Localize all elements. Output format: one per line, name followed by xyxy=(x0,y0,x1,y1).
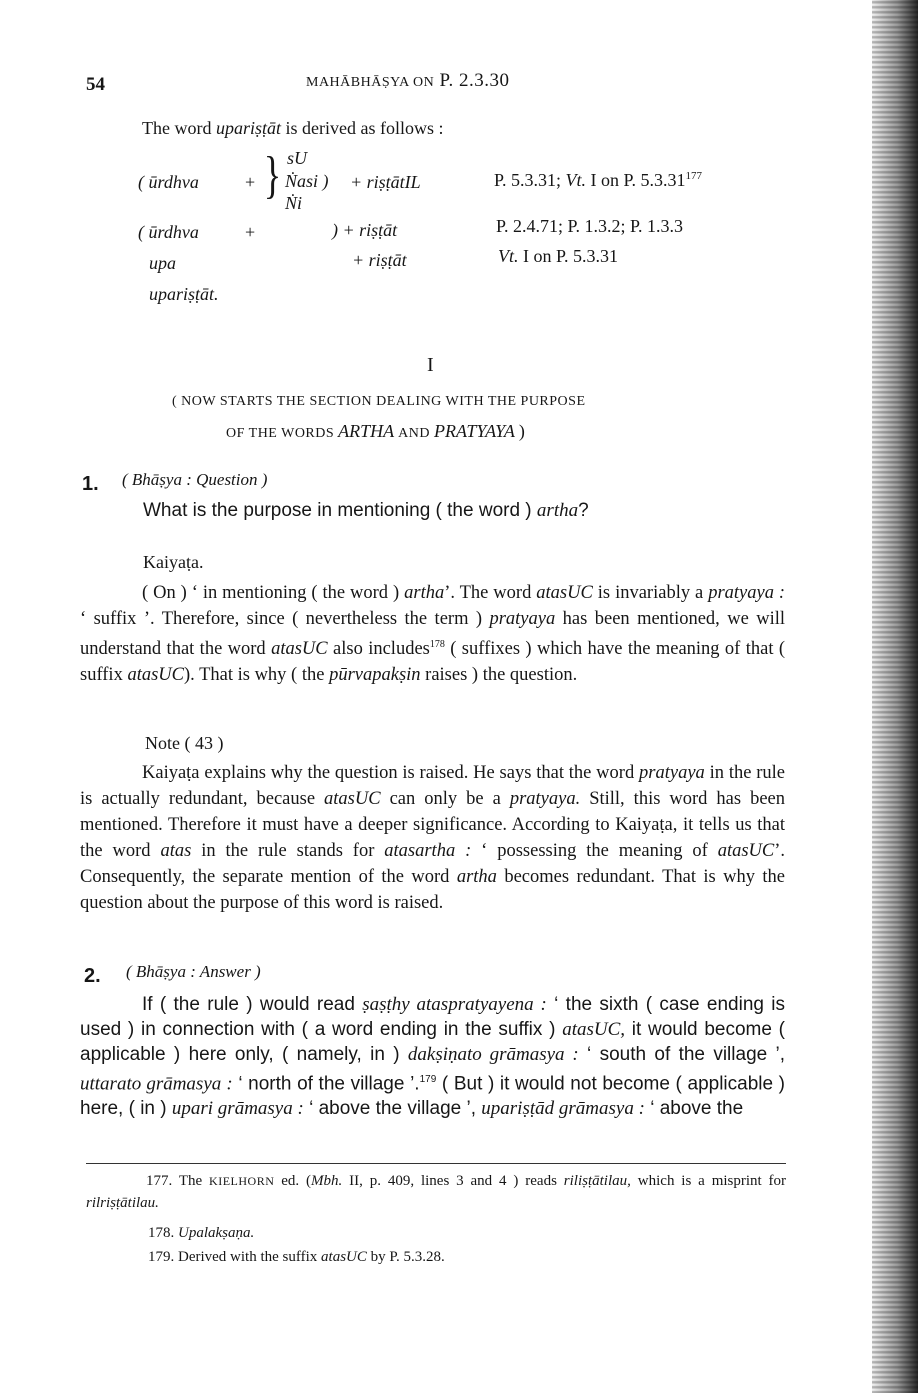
derivation-row2-word: ( ūrdhva xyxy=(138,222,199,242)
derivation-row3-rist: + riṣṭāt xyxy=(352,250,407,270)
item-1-label: ( Bhāṣya : Question ) xyxy=(122,470,268,489)
note-heading: Note ( 43 ) xyxy=(145,733,224,753)
footnote-rule xyxy=(86,1163,786,1164)
derivation-row1-ref: P. 5.3.31; Vt. I on P. 5.3.31$^{177}$ xyxy=(494,170,703,190)
item-2-label: ( Bhāṣya : Answer ) xyxy=(126,962,261,981)
suffix-nasi: Ṅasi ) xyxy=(285,171,329,191)
kaiyata-paragraph: ( On ) ‘ in mentioning ( the word ) artha’. The word atasUC is invariably a pratyaya : ‘ suffix ’. Therefore, since ( nevertheless the term ) pratyaya has been mentioned, we will understand that the word atasUC also includes$^{178}$ ( suffixes ) which have the meaning of that ( suffix atasUC). That is why ( the pūrvapakṣin raises ) the question. xyxy=(80,583,786,686)
derivation-row1-rist: + riṣṭātIL xyxy=(350,172,421,192)
kaiyata-heading: Kaiyaṭa. xyxy=(143,552,204,572)
derivation-term: upariṣṭāt xyxy=(215,118,281,138)
derivation-row2-plus: + xyxy=(245,222,256,242)
header-title-text: MAHĀBHĀṢYA ON xyxy=(306,75,435,90)
suffix-su: sU xyxy=(287,148,308,168)
derivation-row2-ref: P. 2.4.71; P. 1.3.2; P. 1.3.3 xyxy=(496,216,684,236)
page-number: 54 xyxy=(86,74,105,95)
answer-paragraph: If ( the rule ) would read ṣaṣṭhy ataspratyayena : ‘ the sixth ( case ending is used ) in connection with ( a word ending in the suffix ) atasUC, it would become ( applicable ) here only, ( namely, in ) dakṣiṇato grāmasya : ‘ south of the village ’, uttarato grāmasya : ‘ north of the village ’.$^{179}$ ( But ) it would not become ( applicable ) here, ( in ) upari grāmasya : ‘ above the village ’, upariṣṭād grāmasya : ‘ above the xyxy=(80,994,786,1120)
section-heading-line2: OF THE WORDS ARTHA AND PRATYAYA ) xyxy=(226,421,525,441)
suffix-ni: Ṅi xyxy=(285,193,303,213)
running-header xyxy=(306,70,509,92)
section-numeral: I xyxy=(427,354,434,376)
footnote-178: 178. Upalakṣaṇa. xyxy=(148,1225,255,1241)
derivation-brace: } xyxy=(263,147,282,204)
item-1-number: 1. xyxy=(82,473,99,495)
page-edge-shadow xyxy=(872,0,918,1393)
derivation-row1-plus: + xyxy=(245,172,256,192)
derivation-row3-word: upa xyxy=(149,253,176,273)
footnote-179: 179. Derived with the suffix atasUC by P. 5.3.28. xyxy=(148,1249,445,1265)
derivation-row1-word: ( ūrdhva xyxy=(138,172,199,192)
section-heading-line1: ( NOW STARTS THE SECTION DEALING WITH THE PURPOSE xyxy=(172,394,586,409)
footnote-177: 177. The KIELHORN ed. (Mbh. II, p. 409, lines 3 and 4 ) reads riliṣṭātilau, which is a misprint for rilriṣṭātilau. xyxy=(86,1173,787,1211)
derivation-result: upariṣṭāt. xyxy=(149,284,219,304)
derivation-row2-rist: ) + riṣṭāt xyxy=(332,220,398,240)
header-rule-ref: P. 2.3.30 xyxy=(439,70,510,91)
note-paragraph: Kaiyaṭa explains why the question is raised. He says that the word pratyaya in the rule is actually redundant, because atasUC can only be a pratyaya. Still, this word has been mentioned. Therefore it must have a deeper significance. According to Kaiyaṭa, it tells us that the word atas in the rule stands for atasartha : ‘ possessing the meaning of atasUC’. Consequently, the separate mention of the word artha becomes redundant. That is why the question about the purpose of this word is raised. xyxy=(80,763,786,913)
derivation-row3-ref: Vt. I on P. 5.3.31 xyxy=(498,246,619,266)
item-2-number: 2. xyxy=(84,965,101,987)
item-1-question: What is the purpose in mentioning ( the word ) artha? xyxy=(143,500,589,521)
derivation-intro: The word upariṣṭāt is derived as follows : xyxy=(142,118,444,138)
